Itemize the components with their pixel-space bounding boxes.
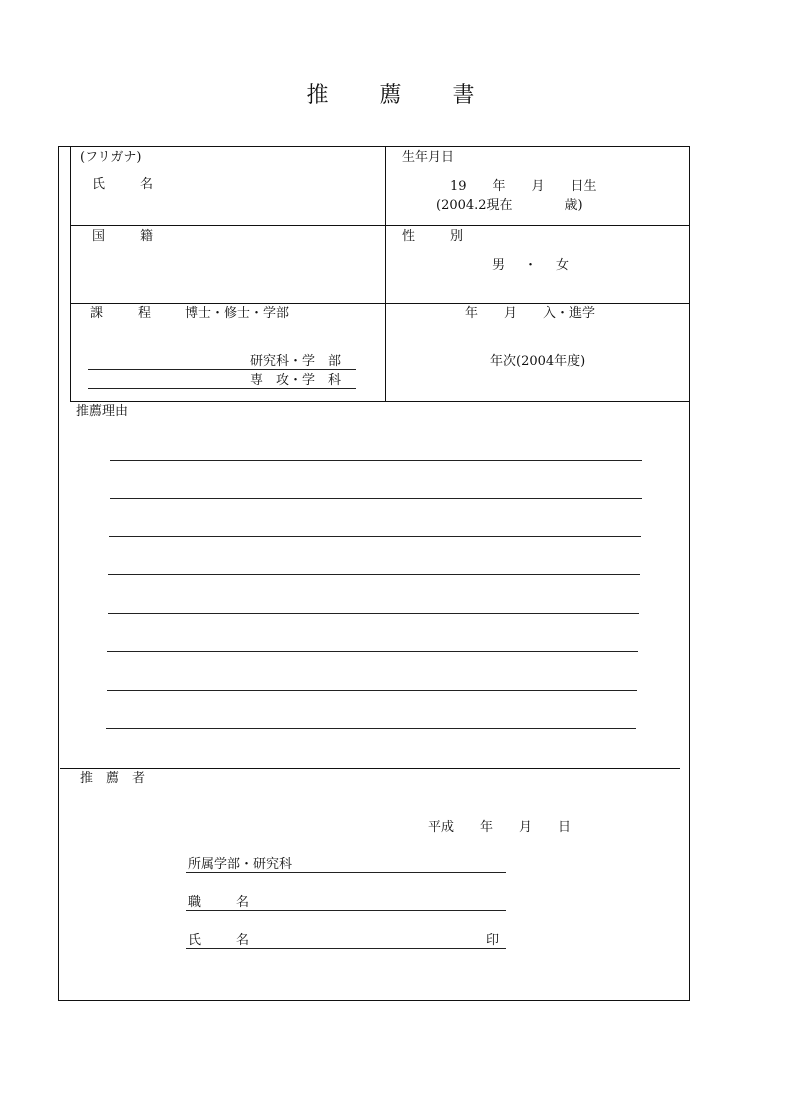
- row1-divider: [70, 225, 690, 226]
- reason-line-8: [106, 728, 636, 729]
- reason-label: 推薦理由: [76, 404, 129, 419]
- recommender-name-label: 氏 名: [188, 933, 253, 948]
- age-note: (2004.2現在 歳): [436, 198, 583, 213]
- row3-divider: [70, 401, 690, 402]
- name-line: [186, 948, 506, 949]
- name-label: 氏 名: [92, 177, 157, 192]
- affiliation-line: [186, 872, 506, 873]
- dob-label: 生年月日: [402, 150, 455, 165]
- date-label: 平成 年 月 日: [428, 820, 572, 835]
- reason-line-1: [110, 460, 642, 461]
- dob-value: 19 年 月 日生: [450, 179, 597, 194]
- affiliation-label: 所属学部・研究科: [188, 857, 293, 872]
- graduate-school-line: [88, 369, 356, 370]
- furigana-label: (フリガナ): [80, 150, 142, 165]
- sex-options: 男 ・ 女: [492, 258, 573, 273]
- middle-divider: [385, 146, 386, 402]
- entry-label: 年 月 入・進学: [465, 306, 596, 321]
- course-options: 博士・修士・学部: [185, 306, 290, 321]
- course-label: 課 程: [90, 306, 155, 321]
- row2-divider: [70, 303, 690, 304]
- seal-label: 印: [486, 933, 500, 948]
- graduate-school-label: 研究科・学 部: [250, 354, 342, 369]
- major-line: [88, 388, 356, 389]
- reason-line-4: [108, 574, 640, 575]
- position-line: [186, 910, 506, 911]
- page-title: 推 薦 書: [306, 83, 497, 108]
- reason-line-2: [110, 498, 642, 499]
- reason-line-7: [107, 690, 637, 691]
- sex-label: 性 別: [402, 229, 467, 244]
- reason-line-6: [107, 651, 638, 652]
- position-label: 職 名: [188, 895, 253, 910]
- reason-line-5: [108, 613, 639, 614]
- reason-line-3: [109, 536, 641, 537]
- major-label: 専 攻・学 科: [250, 373, 342, 388]
- recommender-label: 推 薦 者: [80, 771, 146, 786]
- reason-divider: [60, 768, 680, 769]
- year-label: 年次(2004年度): [490, 354, 586, 369]
- nationality-label: 国 籍: [92, 229, 157, 244]
- upper-left-edge: [70, 146, 71, 402]
